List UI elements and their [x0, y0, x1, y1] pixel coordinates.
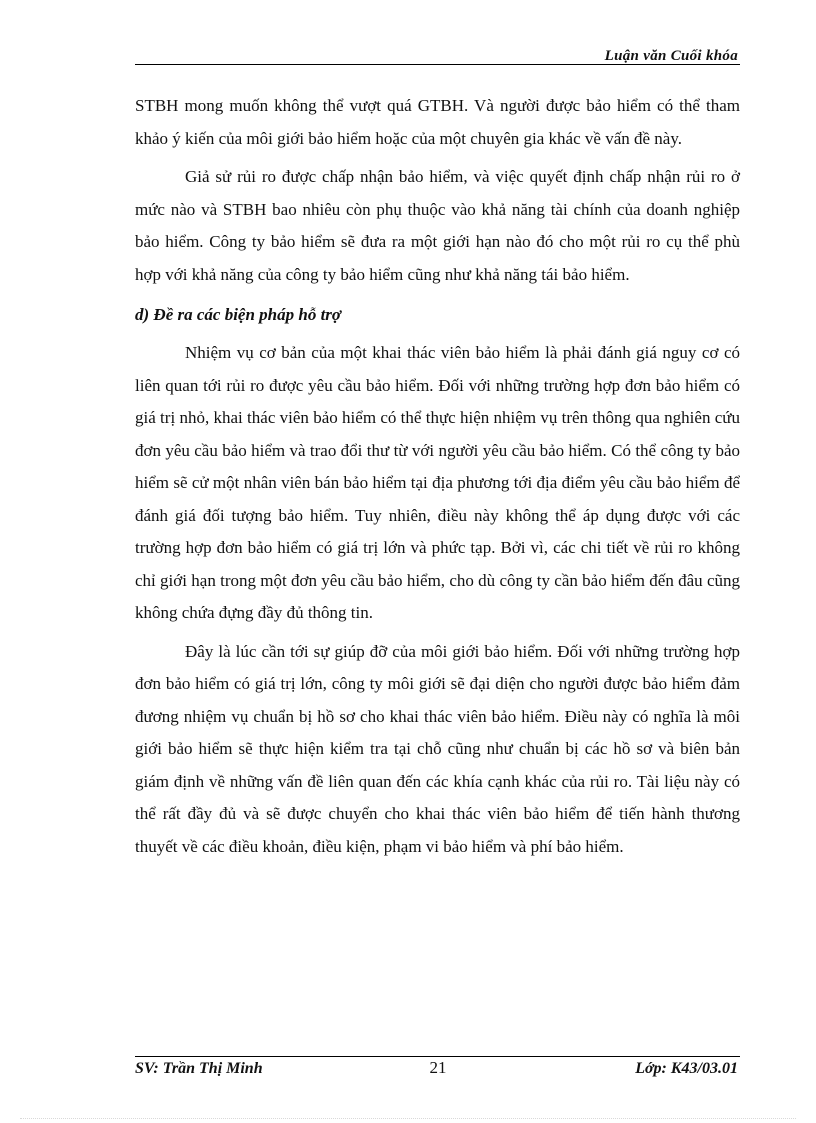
- paragraph-3: Nhiệm vụ cơ bản của một khai thác viên bảo hiểm là phải đánh giá nguy cơ có liên quan tới rủi ro được yêu cầu bảo hiểm. Đối với những trường hợp đơn bảo hiểm có giá trị nhỏ, khai thác viên bảo hiểm có thể thực hiện nhiệm vụ trên thông qua nghiên cứu đơn yêu cầu bảo hiểm và trao đổi thư từ với người yêu cầu bảo hiểm. Có thể công ty bảo hiểm sẽ cử một nhân viên bán bảo hiểm tại địa phương tới địa điểm yêu cầu bảo hiểm để đánh giá đối tượng bảo hiểm. Tuy nhiên, điều này không thể áp dụng được với các trường hợp đơn bảo hiểm có giá trị lớn và phức tạp. Bởi vì, các chi tiết về rủi ro không chỉ giới hạn trong một đơn yêu cầu bảo hiểm, cho dù công ty cần bảo hiểm đến đâu cũng không chứa đựng đầy đủ thông tin.: [135, 343, 740, 622]
- footer-class: Lớp: K43/03.01: [635, 1060, 738, 1077]
- page-edge-divider: [20, 1118, 796, 1119]
- footer-author: SV: Trần Thị Minh: [135, 1060, 263, 1077]
- header-divider: [135, 64, 740, 65]
- footer-divider: [135, 1056, 740, 1057]
- document-body: [135, 90, 740, 863]
- page-number: 21: [429, 1058, 447, 1077]
- header-title: Luận văn Cuối khóa: [604, 48, 738, 64]
- paragraph-1: STBH mong muốn không thể vượt quá GTBH. Và người được bảo hiểm có thể tham khảo ý kiến của môi giới bảo hiểm hoặc của một chuyên gia khác về vấn đề này.: [135, 96, 740, 148]
- paragraph-2: Giả sử rủi ro được chấp nhận bảo hiểm, và việc quyết định chấp nhận rủi ro ở mức nào và STBH bao nhiêu còn phụ thuộc vào khả năng tài chính của doanh nghiệp bảo hiểm. Công ty bảo hiểm sẽ đưa ra một giới hạn nào đó cho một rủi ro cụ thể phù hợp với khả năng của công ty bảo hiểm cũng như khả năng tái bảo hiểm.: [135, 167, 740, 284]
- section-heading: d) Đề ra các biện pháp hỗ trợ: [135, 305, 342, 324]
- paragraph-4: Đây là lúc cần tới sự giúp đỡ của môi giới bảo hiểm. Đối với những trường hợp đơn bảo hiểm có giá trị lớn, công ty môi giới sẽ đại diện cho người được bảo hiểm đảm đương nhiệm vụ chuẩn bị hồ sơ cho khai thác viên bảo hiểm. Điều này có nghĩa là môi giới bảo hiểm sẽ thực hiện kiểm tra tại chỗ cũng như chuẩn bị các hồ sơ và biên bản giám định về những vấn đề liên quan đến các khía cạnh khác của rủi ro. Tài liệu này có thể rất đầy đủ và sẽ được chuyển cho khai thác viên bảo hiểm để tiến hành thương thuyết về các điều khoản, điều kiện, phạm vi bảo hiểm và phí bảo hiểm.: [135, 641, 740, 856]
